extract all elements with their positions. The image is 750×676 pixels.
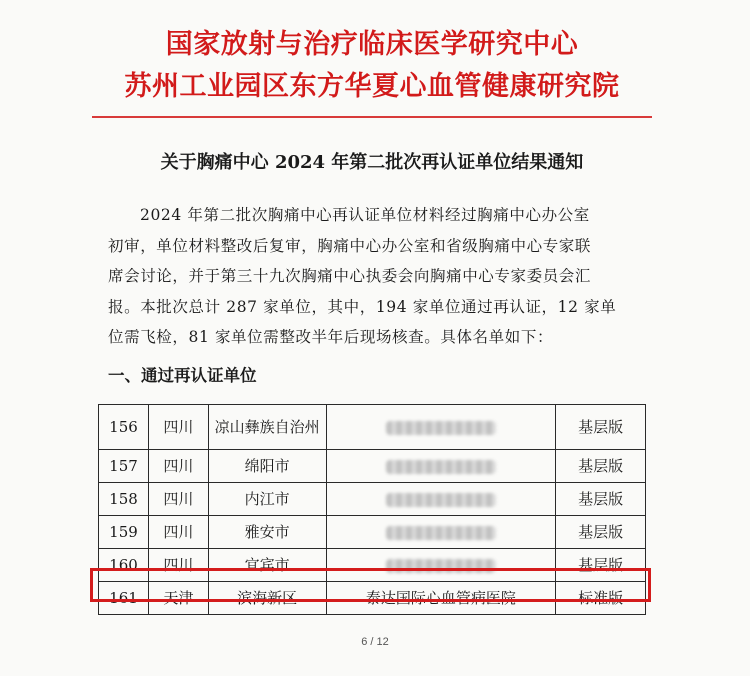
page-number: 6 / 12 xyxy=(361,636,389,648)
table-row xyxy=(99,483,646,516)
city-cell: 雅安市 xyxy=(208,516,326,549)
province-cell: 四川 xyxy=(148,549,208,582)
province-cell: 四川 xyxy=(148,405,208,450)
city-cell: 绵阳市 xyxy=(208,450,326,483)
body-line: 2024 年第二批次胸痛中心再认证单位材料经过胸痛中心办公室 xyxy=(140,206,590,224)
version-cell: 标准版 xyxy=(556,582,646,615)
version-cell: 基层版 xyxy=(556,516,646,549)
table-row xyxy=(99,549,646,582)
hospital-cell xyxy=(326,405,556,450)
row-number-cell: 156 xyxy=(99,405,149,450)
version-cell: 基层版 xyxy=(556,483,646,516)
province-cell: 四川 xyxy=(148,450,208,483)
body-line: 位需飞检，81 家单位需整改半年后现场核查。具体名单如下： xyxy=(108,328,554,346)
table-row xyxy=(99,405,646,450)
section-heading: 一、通过再认证单位 xyxy=(108,366,257,385)
hospital-cell xyxy=(326,450,556,483)
body-paragraph xyxy=(108,200,648,353)
province-cell: 四川 xyxy=(148,516,208,549)
version-cell: 基层版 xyxy=(556,405,646,450)
province-cell: 四川 xyxy=(148,483,208,516)
redacted-text xyxy=(386,526,496,540)
table-row xyxy=(99,450,646,483)
row-number-cell: 161 xyxy=(99,582,149,615)
version-cell: 基层版 xyxy=(556,549,646,582)
header-line-2: 苏州工业园区东方华夏心血管健康研究院 xyxy=(124,71,620,102)
city-cell: 内江市 xyxy=(208,483,326,516)
city-cell: 凉山彝族自治州 xyxy=(208,405,326,450)
row-number-cell: 160 xyxy=(99,549,149,582)
province-cell: 天津 xyxy=(148,582,208,615)
body-line: 初审，单位材料整改后复审，胸痛中心办公室和省级胸痛中心专家联 xyxy=(108,236,592,255)
body-line: 席会讨论，并于第三十九次胸痛中心执委会向胸痛中心专家委员会汇 xyxy=(108,267,592,285)
row-number-cell: 159 xyxy=(99,516,149,549)
table-row xyxy=(99,582,646,615)
redacted-text xyxy=(386,493,496,507)
redacted-text xyxy=(386,421,496,435)
notice-title: 关于胸痛中心 2024 年第二批次再认证单位结果通知 xyxy=(160,152,584,173)
city-cell: 宜宾市 xyxy=(208,549,326,582)
redacted-text xyxy=(386,460,496,474)
hospital-cell xyxy=(326,516,556,549)
body-line: 报。本批次总计 287 家单位，其中，194 家单位通过再认证，12 家单 xyxy=(108,297,617,316)
version-cell: 基层版 xyxy=(556,450,646,483)
row-number-cell: 157 xyxy=(99,450,149,483)
table-row xyxy=(99,516,646,549)
hospital-cell xyxy=(326,483,556,516)
hospital-cell xyxy=(326,549,556,582)
certified-units-table xyxy=(98,404,646,615)
redacted-text xyxy=(386,559,496,573)
hospital-cell: 泰达国际心血管病医院 xyxy=(326,582,556,615)
city-cell: 滨海新区 xyxy=(208,582,326,615)
row-number-cell: 158 xyxy=(99,483,149,516)
header-line-1: 国家放射与治疗临床医学研究中心 xyxy=(165,29,579,60)
header-divider xyxy=(92,116,652,118)
